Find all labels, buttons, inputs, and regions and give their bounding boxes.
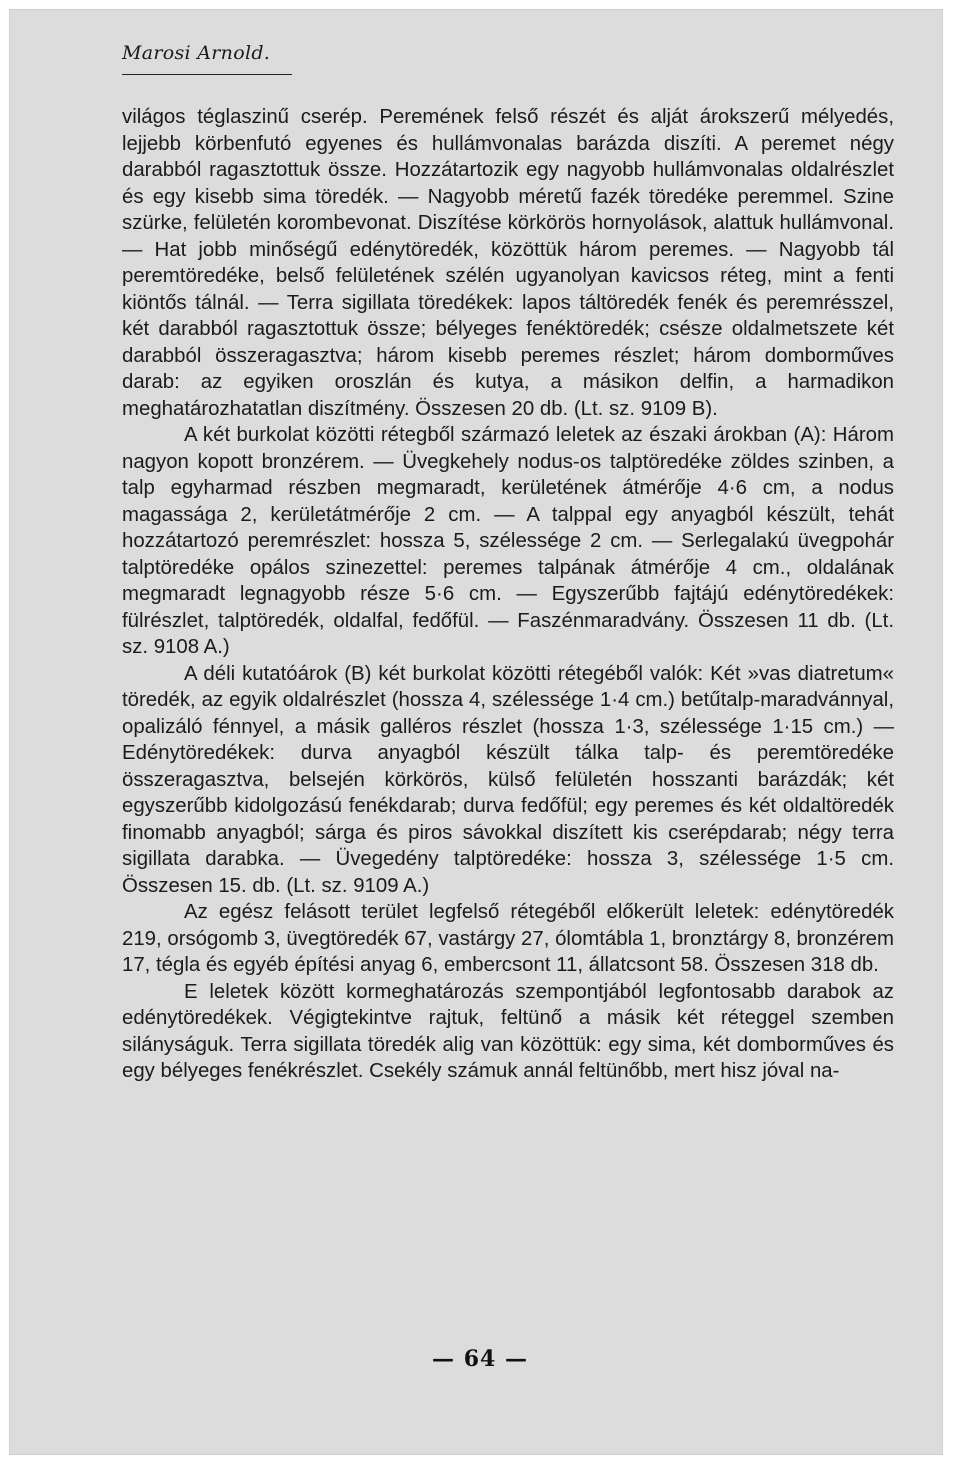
paragraph-dating: E leletek között kormeghatározás szempontjából legfontosabb darabok az edénytöredékek. Végigtekintve rajtuk, feltünő a másik két réteggel szemben silányságuk. Terra sigillata töredék alig van közöttük: egy sima, két domborműves és egy bélyeges fenékrészlet. Csekély számuk annál feltünőbb, mert hisz jóval na- <box>122 980 894 1082</box>
paragraph-layer-finds-north-trench: A két burkolat közötti rétegből származó leletek az északi árokban (A): Három nagyon kopott bronzérem. — Üvegkehely nodus-os talptöredéke zöldes szinben, a talp egyharmad részben megmaradt, kerületének átmérője 4·6 cm, a nodus magassága 2, kerületátmérője 2 cm. — A talppal egy anyagból készült, tehát hozzátartozó peremrészlet: hossza 5, szélessége 2 cm. — Serlegalakú üvegpohár talptöredéke opálos szinezettel: peremes talpának átmérője 4 cm., oldalának megmaradt legnagyobb része 5·6 cm. — Egyszerűbb fajtájú edénytöredékek: fülrészlet, talptöredék, oldalfal, fedőfül. — Faszénmaradvány. Összesen 11 db. (Lt. sz. 9108 A.) <box>122 424 894 658</box>
paragraph-continuation: világos téglaszinű cserép. Peremének felső részét és alját árokszerű mélyedés, lejjebb körbenfutó egyenes és hullámvonalas barázda diszíti. A peremet négy darabból ragasztottuk össze. Hozzátartozik egy nagyobb hullámvonalas oldalrészlet és egy kisebb sima töredék. — Nagyobb méretű fazék töredéke peremmel. Szine szürke, felületén korombevonat. Diszítése körkörös hornyolások, alattuk hullámvonal. — Hat jobb minőségű edénytöredék, közöttük három peremes. — Nagyobb tál peremtöredéke, belső felületének szélén ugyanolyan kavicsos réteg, mint a fenti kiöntős tálnál. — Terra sigillata töredékek: lapos táltöredék fenék és peremrésszel, két darabból ragasztottuk össze; bélyeges fenéktöredék; csésze oldalmetszete két darabból összeragasztva; három kisebb peremes részlet; három domborműves darab: az egyiken oroszlán és kutya, a másikon delfin, a harmadikon meghatározhatatlan diszítmény. Összesen 20 db. (Lt. sz. 9109 B). <box>122 106 894 420</box>
header-rule <box>122 74 292 75</box>
paragraph-top-layer-summary: Az egész felásott terület legfelső rétegéből előkerült leletek: edénytöredék 219, orsógomb 3, üvegtöredék 67, vastárgy 27, ólomtábla 1, bronztárgy 8, bronzérem 17, tégla és egyéb építési anyag 6, embercsont 11, állatcsont 58. Összesen 318 db. <box>122 901 894 976</box>
body-text <box>122 104 894 1085</box>
running-head: Marosi Arnold. <box>122 42 271 64</box>
paragraph-south-trench: A déli kutatóárok (B) két burkolat közötti rétegéből valók: Két »vas diatretum« töredék, az egyik oldalrészlet (hossza 4, szélessége 1·4 cm.) betűtalp-maradvánnyal, opalizáló fénnyel, a másik galléros részlet (hossza 1·3, szélessége 1·15 cm.) — Edénytöredékek: durva anyagból készült tálka talp- és peremtöredéke összeragasztva, belsején körkörös, külső felületén hosszanti barázdák; két egyszerűbb kidolgozású fenékdarab; durva fedőfül; egy peremes és két oldaltöredék finomabb anyagból; sárga és piros sávokkal diszített kis cserépdarab; négy terra sigillata darabka. — Üvegedény talptöredéke: hossza 3, szélessége 1·5 cm. Összesen 15. db. (Lt. sz. 9109 A.) <box>122 662 894 897</box>
page-number: — 64 — <box>432 1346 528 1372</box>
